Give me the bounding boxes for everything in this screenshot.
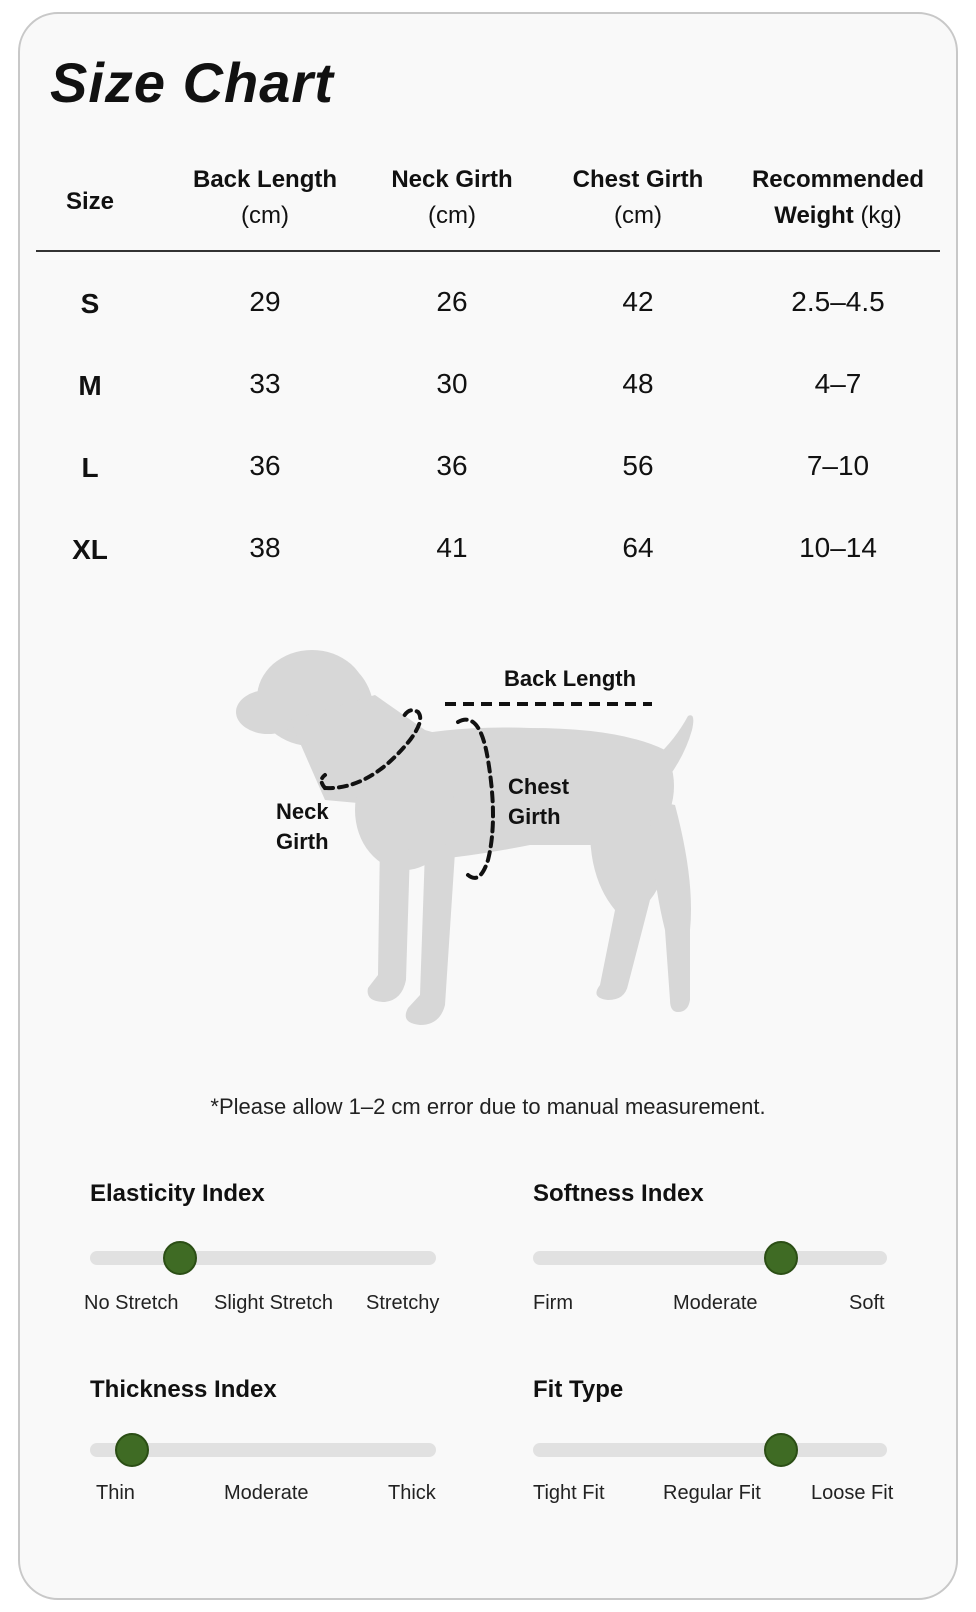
fit-indicator xyxy=(764,1433,798,1467)
cell-neck-girth: 30 xyxy=(436,368,468,399)
cell-back-length: 38 xyxy=(249,532,281,563)
elasticity-label-high: Stretchy xyxy=(366,1292,440,1314)
softness-track xyxy=(533,1251,887,1265)
measurement-note: *Please allow 1–2 cm error due to manual measurement. xyxy=(210,1094,766,1119)
neck-girth-label: Neck Girth xyxy=(276,799,329,854)
thickness-label-mid: Moderate xyxy=(224,1482,309,1504)
elasticity-track xyxy=(90,1251,436,1265)
cell-back-length: 36 xyxy=(249,450,281,481)
cell-chest-girth: 42 xyxy=(622,286,654,317)
fit-type xyxy=(533,1376,894,1516)
dog-measurement-diagram xyxy=(230,640,730,1060)
elasticity-label-mid: Slight Stretch xyxy=(214,1292,333,1314)
cell-weight: 7–10 xyxy=(806,450,870,481)
back-length-label: Back Length xyxy=(504,666,637,691)
cell-chest-girth: 48 xyxy=(622,368,654,399)
thickness-indicator xyxy=(115,1433,149,1467)
cell-weight: 10–14 xyxy=(799,532,877,563)
softness-label-mid: Moderate xyxy=(673,1292,758,1314)
header-neck-girth: Neck Girth (cm) xyxy=(391,166,513,229)
elasticity-title: Elasticity Index xyxy=(90,1180,265,1207)
cell-neck-girth: 26 xyxy=(436,286,468,317)
header-divider xyxy=(36,250,940,252)
cell-size: S xyxy=(80,288,100,319)
fit-label-low: Tight Fit xyxy=(533,1482,605,1504)
thickness-label-low: Thin xyxy=(96,1482,135,1504)
cell-weight: 2.5–4.5 xyxy=(791,286,885,317)
softness-label-low: Firm xyxy=(533,1292,573,1314)
cell-back-length: 29 xyxy=(249,286,281,317)
fit-label-mid: Regular Fit xyxy=(663,1482,761,1504)
header-back-length: Back Length (cm) xyxy=(192,166,338,229)
elasticity-indicator xyxy=(163,1241,197,1275)
cell-size: XL xyxy=(72,534,108,565)
fit-label-high: Loose Fit xyxy=(811,1482,894,1504)
cell-size: M xyxy=(78,370,102,401)
header-recommended-weight: Recommended Weight (kg) xyxy=(751,166,925,229)
thickness-index xyxy=(90,1376,436,1516)
page-title: Size Chart xyxy=(50,51,334,114)
softness-index xyxy=(533,1180,887,1320)
fit-track xyxy=(533,1443,887,1457)
elasticity-label-low: No Stretch xyxy=(84,1292,179,1314)
softness-title: Softness Index xyxy=(533,1180,704,1207)
cell-size: L xyxy=(81,452,99,483)
header-size: Size xyxy=(65,188,115,215)
cell-back-length: 33 xyxy=(249,368,281,399)
cell-weight: 4–7 xyxy=(814,368,862,399)
fit-title: Fit Type xyxy=(533,1376,624,1403)
cell-chest-girth: 64 xyxy=(622,532,654,563)
softness-label-high: Soft xyxy=(849,1292,885,1314)
chest-girth-label: Chest Girth xyxy=(508,774,570,829)
thickness-label-high: Thick xyxy=(388,1482,436,1504)
cell-chest-girth: 56 xyxy=(622,450,654,481)
header-chest-girth: Chest Girth (cm) xyxy=(572,166,704,229)
elasticity-index xyxy=(84,1180,440,1320)
softness-indicator xyxy=(764,1241,798,1275)
cell-neck-girth: 41 xyxy=(436,532,468,563)
cell-neck-girth: 36 xyxy=(436,450,468,481)
thickness-title: Thickness Index xyxy=(90,1376,277,1403)
